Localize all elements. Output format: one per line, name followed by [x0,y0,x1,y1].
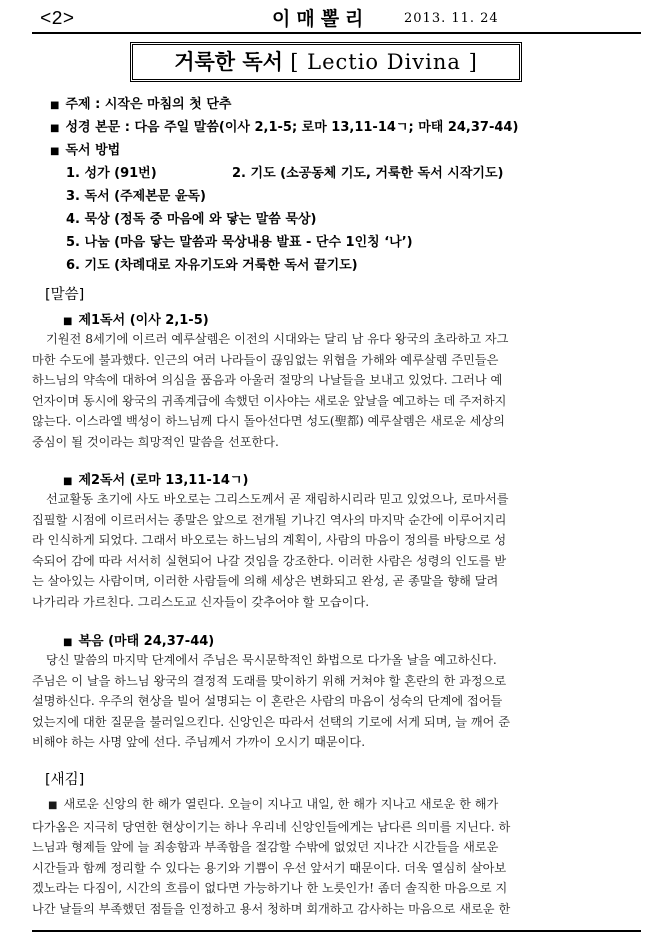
method-step: 6. 기도 (차례대로 자유기도와 거룩한 독서 끝기도) [66,258,358,273]
text-line: 않는다. 이스라엘 백성이 하느님께 다시 돌아선다면 성도(聖都) 예루살렘은 새로운 세상의 [32,414,505,428]
text-line: 었는지에 대한 질문을 불러일으킨다. 신앙인은 따라서 선택의 기로에 서게 되며, 늘 깨어 준 [32,714,511,729]
page-header [32,4,641,34]
method-step: 3. 독서 (주제본문 윤독) [66,189,206,204]
text-line: 하느님의 약속에 대하여 의심을 품음과 아울러 절망의 나날들을 보내고 있었다. 그러나 예 [32,373,503,387]
reading-body-2 [32,489,642,612]
reflection-body [32,794,642,919]
text-line: 선교활동 초기에 사도 바오로는 그리스도께서 곧 재림하시리라 믿고 있었으나, 로마서를 [46,492,509,506]
theme-label: 주제 [65,97,91,112]
square-bullet-icon: ■ [50,123,60,134]
text-line: 비해야 하는 사명 앞에 선다. 주님께서 가까이 오시기 때문이다. [32,735,366,749]
square-bullet-icon: ■ [63,476,73,487]
title-korean: 거룩한 독서 [174,50,283,74]
text-line: 언자이며 동시에 왕국의 귀족계급에 속했던 이사야는 새로운 앞날을 예고하는 데 주저하지 [32,393,507,408]
method-step: 2. 기도 (소공동체 기도, 거룩한 독서 시작기도) [232,166,504,181]
bulletin-name: 이매뽈리 [272,8,370,30]
issue-date: 2013. 11. 24 [404,11,499,26]
text-line: 주님은 이 날을 하느님 왕국의 결정적 도래를 맞이하기 위해 거쳐야 할 혼란의 한 과정으로 [32,673,507,688]
reading-title: ■ 복음 (마태 24,37-44) [63,634,215,649]
square-bullet-icon: ■ [63,637,73,648]
text-line: 라 인식하게 되었다. 그래서 바오로는 하느님의 계획이, 사람의 마음이 정의를 바탕으로 성 [32,533,507,547]
footer-divider [32,930,641,932]
text-line: 시간들과 함께 정리할 수 있다는 용기와 기쁨이 우선 앞서기 때문이다. 더욱 열심히 살아보 [32,860,507,875]
method-step: 4. 묵상 (정독 중 마음에 와 닿는 말씀 묵상) [66,212,317,227]
method-step: 5. 나눔 (마음 닿는 말씀과 묵상내용 발표 - 단수 1인칭 ‘나’) [66,235,413,250]
method-step: 1. 성가 (91번) [66,166,157,181]
square-bullet-icon: ■ [63,316,73,327]
text-line: 숙되어 감에 따라 서서히 실현되어 나갈 것임을 강조한다. 이러한 사람은 성령의 인도를 받 [32,553,507,568]
text-line: 마한 수도에 불과했다. 인근의 여러 나라들이 끊임없는 위협을 가해와 예루살렘 주민들은 [32,352,499,367]
text-line: 는 살아있는 사람이며, 이러한 사람들에 의해 세상은 변화되고 완성, 곧 종말을 향해 달려 [32,574,499,588]
square-bullet-icon: ■ [48,800,58,811]
text-line: 나간 날들의 부족했던 점들을 인정하고 용서 청하며 회개하고 감사하는 마음으로 새로운 한 [32,901,511,916]
text-line: 중심이 될 것이라는 희망적인 말씀을 선포한다. [32,434,279,449]
title-latin: [ Lectio Divina ] [290,50,478,74]
reflection-section-heading: [새김] [45,772,85,788]
theme-line: ■ 주제 : 시작은 마침의 첫 단추 [50,97,232,112]
readings-label: 성경 본문 [65,120,121,135]
theme-value: 시작은 마침의 첫 단추 [104,97,232,112]
text-line: 당신 말씀의 마지막 단계에서 주님은 묵시문학적인 화법으로 다가올 날을 예고하신다. [46,653,497,667]
method-line [50,139,120,158]
square-bullet-icon: ■ [50,146,60,157]
text-line: 기원전 8세기에 이르러 예루살렘은 이전의 시대와는 달리 남 유다 왕국의 초라하고 자그 [46,332,509,346]
text-line: ■ 새로운 신앙의 한 해가 열린다. 오늘이 지나고 내일, 한 해가 지나고 새로운 한 해가 [48,797,499,811]
text-line: 겠노라는 다짐이, 시간의 흐름이 없다면 가능하기나 한 노릇인가! 좀더 솔직한 마음으로 지 [32,881,508,895]
text-line: 집필할 시점에 이르러서는 종말은 앞으로 전개될 기나긴 역사의 마지막 순간에 이루어지리 [32,512,507,527]
reading-title: ■ 제2독서 (로마 13,11-14ㄱ) [63,473,249,488]
reading-body-1 [32,329,642,452]
page-number: <2> [40,8,75,30]
text-line: 다가옴은 지극히 당연한 현상이기는 하나 우리네 신앙인들에게는 남다른 의미를 지닌다. 하 [32,819,511,834]
readings-value: 다음 주일 말씀(이사 2,1-5; 로마 13,11-14ㄱ; 마태 24,37-44) [134,120,519,135]
reading-title: ■ 제1독서 (이사 2,1-5) [63,313,209,328]
readings-line: ■ 성경 본문 : 다음 주일 말씀(이사 2,1-5; 로마 13,11-14ㄱ; 마태 24,37-44) [50,120,519,135]
text-line: 설명하신다. 우주의 현상을 빌어 설명되는 이 혼란은 사람의 마음이 성숙의 단계에 접어들 [32,694,503,708]
square-bullet-icon: ■ [50,100,60,111]
page-title [130,42,522,82]
reading-body-3 [32,650,642,753]
text-line: 나가리라 가르친다. 그리스도교 신자들이 갖추어야 할 모습이다. [32,594,370,609]
text-line: 느님과 형제들 앞에 늘 죄송함과 부족함을 절감할 수밖에 없었던 지나간 시간들을 새로운 [32,840,499,854]
method-label: 독서 방법 [65,143,121,158]
word-section-heading: [말씀] [45,287,85,303]
